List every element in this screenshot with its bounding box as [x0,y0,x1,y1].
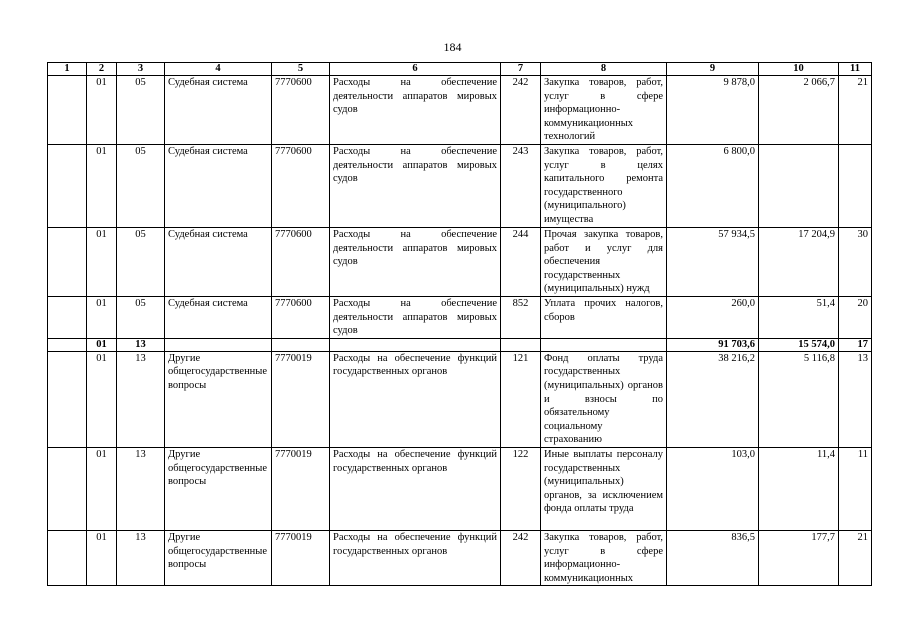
cell-percent: 17 [839,338,872,351]
cell-col1 [48,228,87,297]
cell-percent: 30 [839,228,872,297]
cell-subsection: 13 [117,447,165,530]
cell-target-code: 7770600 [272,228,330,297]
cell-amount: 6 800,0 [667,145,759,228]
cell-col1 [48,76,87,145]
cell-percent: 21 [839,530,872,585]
cell-section: 01 [87,447,117,530]
cell-expense-code: 121 [501,351,541,447]
table-row [48,76,872,145]
cell-expense-code: 242 [501,76,541,145]
cell-section: 01 [87,228,117,297]
cell-purpose: Расходы на обеспечение функций государственных органов [330,530,501,585]
cell-section: 01 [87,338,117,351]
header-cell: 7 [501,63,541,76]
cell-target-code: 7770600 [272,297,330,339]
cell-section-name [165,338,272,351]
page-number: 184 [443,40,462,54]
cell-expense-name: Закупка товаров, работ, услуг в целях капитального ремонта государственного (муниципального) имущества [541,145,667,228]
cell-expense-name: Уплата прочих налогов, сборов [541,297,667,339]
cell-expense-name [541,338,667,351]
table-row [48,351,872,447]
cell-amount-executed: 17 204,9 [759,228,839,297]
cell-amount-executed: 2 066,7 [759,76,839,145]
cell-expense-name: Закупка товаров, работ, услуг в сфере информационно-коммуникационных [541,530,667,585]
cell-section-name: Судебная система [165,76,272,145]
cell-section-name: Другие общегосударственные вопросы [165,447,272,530]
cell-amount-executed: 11,4 [759,447,839,530]
cell-amount-executed: 51,4 [759,297,839,339]
cell-purpose: Расходы на обеспечение деятельности аппаратов мировых судов [330,297,501,339]
cell-section-name: Судебная система [165,145,272,228]
cell-purpose: Расходы на обеспечение деятельности аппаратов мировых судов [330,76,501,145]
cell-amount-executed: 5 116,8 [759,351,839,447]
cell-subsection: 13 [117,351,165,447]
cell-col1 [48,351,87,447]
table-header-row [48,63,872,76]
cell-section-name: Другие общегосударственные вопросы [165,351,272,447]
cell-amount: 91 703,6 [667,338,759,351]
cell-expense-name: Фонд оплаты труда государственных (муниципальных) органов и взносы по обязательному социальному страхованию [541,351,667,447]
cell-percent: 20 [839,297,872,339]
cell-target-code: 7770019 [272,351,330,447]
cell-target-code: 7770019 [272,530,330,585]
header-cell: 6 [330,63,501,76]
cell-section: 01 [87,351,117,447]
cell-purpose: Расходы на обеспечение функций государственных органов [330,447,501,530]
cell-subsection: 05 [117,145,165,228]
header-cell: 9 [667,63,759,76]
cell-section: 01 [87,145,117,228]
cell-section-name: Судебная система [165,297,272,339]
cell-section: 01 [87,530,117,585]
cell-percent [839,145,872,228]
cell-percent: 11 [839,447,872,530]
cell-subsection: 05 [117,228,165,297]
cell-target-code: 7770019 [272,447,330,530]
cell-col1 [48,297,87,339]
cell-expense-code: 852 [501,297,541,339]
header-cell: 11 [839,63,872,76]
table-row [48,297,872,339]
cell-section-name: Судебная система [165,228,272,297]
cell-purpose: Расходы на обеспечение деятельности аппаратов мировых судов [330,228,501,297]
cell-amount: 57 934,5 [667,228,759,297]
cell-expense-name: Закупка товаров, работ, услуг в сфере информационно-коммуникационных технологий [541,76,667,145]
cell-section-name: Другие общегосударственные вопросы [165,530,272,585]
cell-expense-code: 244 [501,228,541,297]
cell-amount: 38 216,2 [667,351,759,447]
cell-amount-executed: 15 574,0 [759,338,839,351]
cell-target-code [272,338,330,351]
cell-percent: 21 [839,76,872,145]
cell-target-code: 7770600 [272,76,330,145]
cell-col1 [48,145,87,228]
cell-amount: 103,0 [667,447,759,530]
header-cell: 2 [87,63,117,76]
cell-amount-executed [759,145,839,228]
cell-expense-name: Прочая закупка товаров, работ и услуг для обеспечения государственных (муниципальных) нужд [541,228,667,297]
cell-section: 01 [87,297,117,339]
cell-purpose [330,338,501,351]
cell-percent: 13 [839,351,872,447]
cell-amount: 836,5 [667,530,759,585]
subtotal-row [48,338,872,351]
cell-target-code: 7770600 [272,145,330,228]
cell-amount: 9 878,0 [667,76,759,145]
cell-col1 [48,338,87,351]
table-row [48,145,872,228]
cell-subsection: 05 [117,76,165,145]
cell-subsection: 13 [117,530,165,585]
header-cell: 3 [117,63,165,76]
cell-expense-code: 243 [501,145,541,228]
cell-expense-code [501,338,541,351]
header-cell: 1 [48,63,87,76]
cell-col1 [48,447,87,530]
cell-subsection: 05 [117,297,165,339]
cell-expense-code: 122 [501,447,541,530]
cell-subsection: 13 [117,338,165,351]
cell-purpose: Расходы на обеспечение деятельности аппаратов мировых судов [330,145,501,228]
header-cell: 8 [541,63,667,76]
cell-section: 01 [87,76,117,145]
table-row [48,447,872,530]
table-row [48,228,872,297]
table-row [48,530,872,585]
header-cell: 4 [165,63,272,76]
cell-purpose: Расходы на обеспечение функций государственных органов [330,351,501,447]
cell-col1 [48,530,87,585]
budget-table [47,62,872,586]
cell-amount: 260,0 [667,297,759,339]
cell-amount-executed: 177,7 [759,530,839,585]
header-cell: 5 [272,63,330,76]
header-cell: 10 [759,63,839,76]
cell-expense-name: Иные выплаты персоналу государственных (муниципальных) органов, за исключением фонда оплаты труда [541,447,667,530]
cell-expense-code: 242 [501,530,541,585]
